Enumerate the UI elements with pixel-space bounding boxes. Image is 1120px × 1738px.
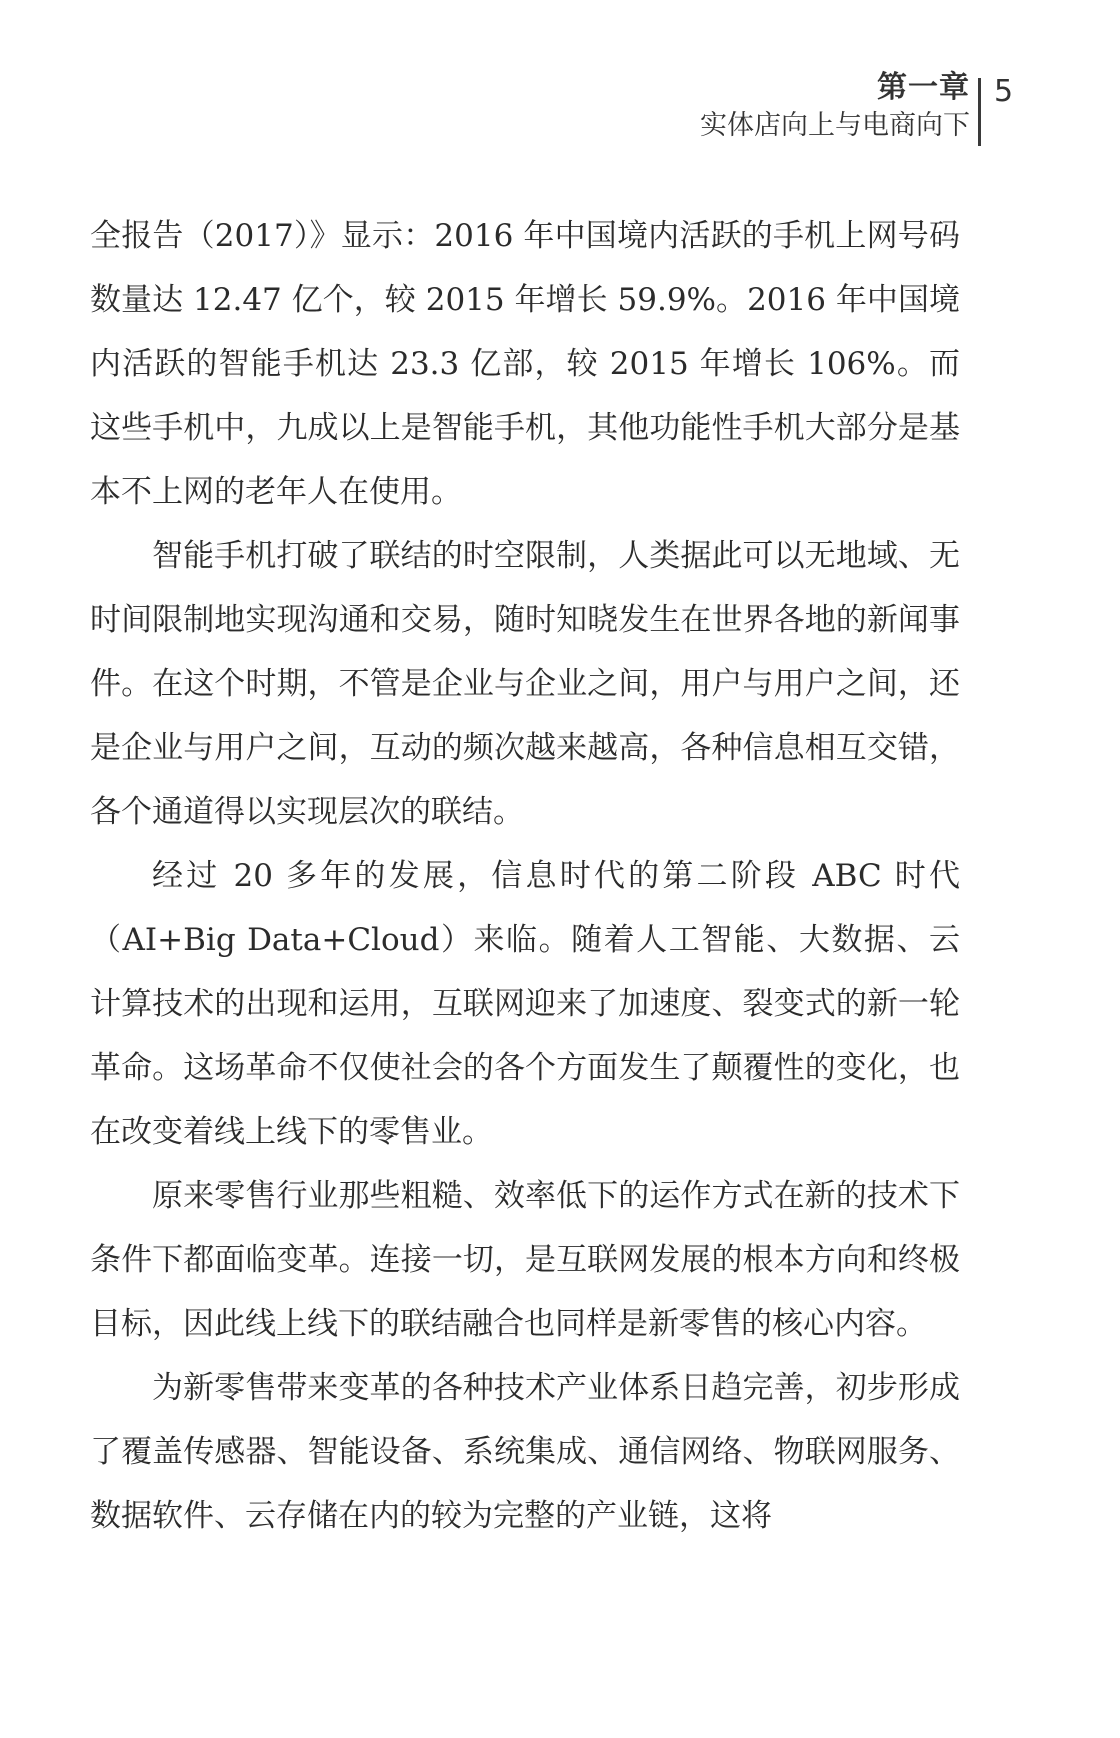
paragraph-4: 原来零售行业那些粗糙、效率低下的运作方式在新的技术下条件下都面临变革。连接一切，是互联网发展的根本方向和终极目标，因此线上线下的联结融合也同样是新零售的核心内容。 xyxy=(90,1178,960,1342)
running-header xyxy=(700,68,970,144)
paragraph-2: 智能手机打破了联结的时空限制，人类据此可以无地域、无时间限制地实现沟通和交易，随时知晓发生在世界各地的新闻事件。在这个时期，不管是企业与企业之间，用户与用户之间，还是企业与用户之间，互动的频次越来越高，各种信息相互交错，各个通道得以实现层次的联结。 xyxy=(90,538,960,830)
header-divider xyxy=(978,78,981,146)
chapter-title: 实体店向上与电商向下 xyxy=(700,110,970,141)
paragraph-1: 全报告（2017）》显示：2016 年中国境内活跃的手机上网号码数量达 12.47 亿个，较 2015 年增长 59.9%。2016 年中国境内活跃的智能手机达 23.3 亿部，较 2015 年增长 106%。而这些手机中，九成以上是智能手机，其他功能性手机大部分是基本不上网的老年人在使用。 xyxy=(90,218,960,510)
body-text xyxy=(90,204,960,1548)
paragraph-5: 为新零售带来变革的各种技术产业体系日趋完善，初步形成了覆盖传感器、智能设备、系统集成、通信网络、物联网服务、数据软件、云存储在内的较为完整的产业链，这将 xyxy=(90,1370,960,1534)
page-number: 5 xyxy=(994,74,1014,109)
chapter-number: 第一章 xyxy=(877,70,970,105)
paragraph-3: 经过 20 多年的发展，信息时代的第二阶段 ABC 时代（AI+Big Data+Cloud）来临。随着人工智能、大数据、云计算技术的出现和运用，互联网迎来了加速度、裂变式的新一轮革命。这场革命不仅使社会的各个方面发生了颠覆性的变化，也在改变着线上线下的零售业。 xyxy=(90,858,960,1150)
